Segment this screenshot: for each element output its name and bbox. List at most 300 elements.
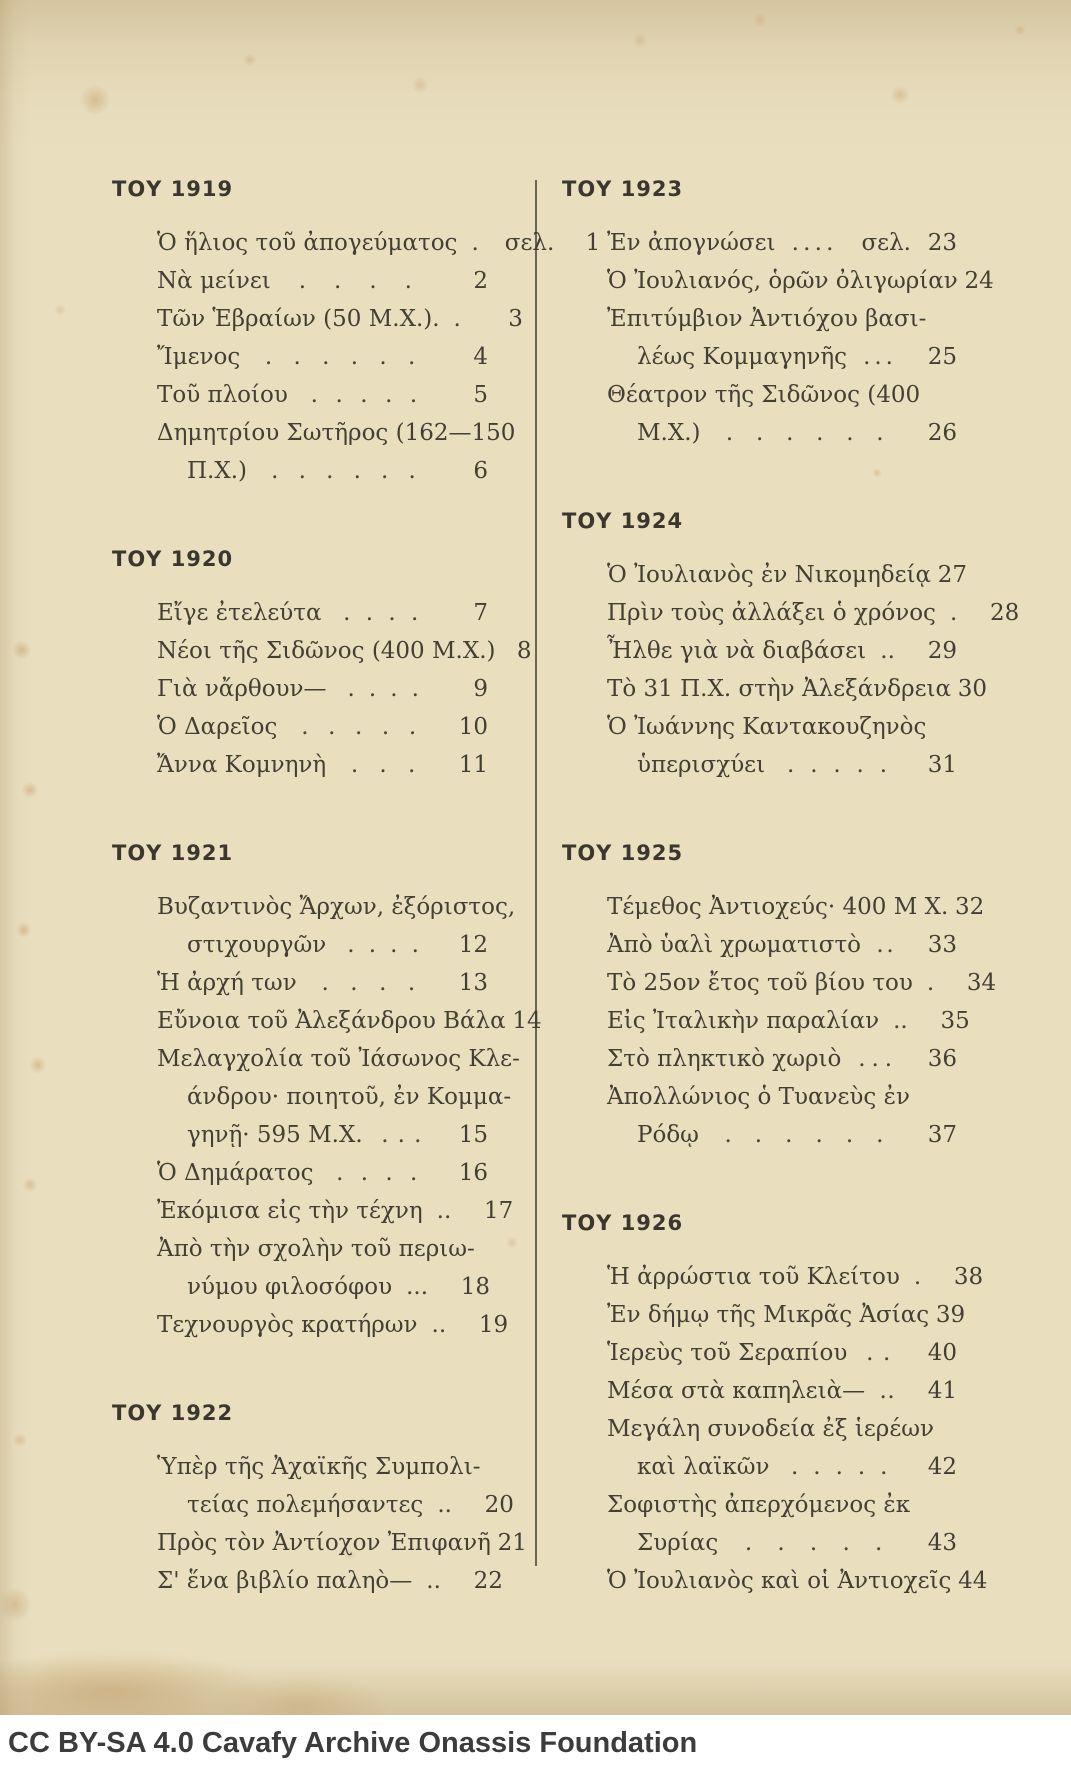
leader-dot: . (879, 1378, 887, 1404)
leader-dot: . (876, 932, 884, 958)
section-year-heading: ΤΟΥ 1922 (112, 1401, 234, 1425)
leader-dot: . (343, 600, 351, 626)
leader-dot: . (874, 344, 882, 370)
page-number: 17 (483, 1198, 514, 1224)
page-number: 35 (940, 1008, 970, 1034)
page-number: 22 (473, 1568, 503, 1594)
page-number: 27 (937, 562, 968, 588)
section-year-heading: ΤΟΥ 1926 (562, 1211, 684, 1235)
leader-dot: . (826, 230, 834, 256)
section-year-heading: ΤΟΥ 1921 (112, 841, 234, 865)
entry-title-line: τείας πολεμήσαντες (187, 1492, 424, 1518)
leader-dot: . (407, 344, 416, 370)
leader-dot: . (876, 1122, 884, 1148)
toc-section (562, 840, 997, 1154)
toc-entry (562, 1486, 957, 1562)
toc-entry (112, 1040, 520, 1154)
section-year-heading: ΤΟΥ 1924 (562, 509, 684, 533)
entry-title-line: Ἡ ἀρχή των (157, 970, 297, 996)
column-divider-rule (535, 180, 537, 1566)
entry-title-line: Εἴγε ἐτελεύτα (157, 600, 322, 626)
leader-dot: . (350, 752, 359, 778)
leader-dot: . (406, 1274, 414, 1300)
entry-title-line: Τὸ 25ον ἔτος τοῦ βίου του (607, 970, 913, 996)
toc-entry (562, 1002, 970, 1040)
leader-dots (271, 262, 452, 300)
page-number: 8 (516, 638, 532, 664)
entry-title-line: Σ' ἕνα βιβλίο παληὸ— (157, 1568, 413, 1594)
page-number: 33 (927, 932, 957, 958)
license-attribution-text: CC BY-SA 4.0 Cavafy Archive Onassis Foundation (8, 1726, 698, 1759)
leader-dot: . (379, 970, 387, 996)
entry-title-line: Συρίας (637, 1530, 719, 1556)
entry-title-line: καὶ λαϊκῶν (637, 1454, 770, 1480)
leader-dot: . (293, 344, 301, 370)
page-number: 20 (484, 1492, 514, 1518)
leader-dot: . (436, 1198, 444, 1224)
entry-title-line: Ἀπὸ ὑαλὶ χρωματιστὸ (607, 932, 862, 958)
leader-dots (847, 338, 921, 376)
entry-title-line: άνδρου· ποιητοῦ, ἐν Κομμα- (187, 1084, 512, 1110)
leader-dot: . (335, 382, 343, 408)
entry-title-line: Μελαγχολία τοῦ Ἰάσωνος Κλε- (157, 1046, 520, 1072)
leader-dot: . (413, 1274, 421, 1300)
leader-dot: . (385, 382, 393, 408)
leader-dot: . (886, 932, 894, 958)
entry-title-line: Ὁ Δημάρατος (157, 1160, 314, 1186)
leader-dots (327, 670, 452, 708)
page-number: 28 (989, 600, 1020, 626)
page-number: 1 (585, 230, 601, 256)
entry-title-line: Νὰ μείνει (157, 268, 271, 294)
leader-dot: . (381, 1122, 389, 1148)
leader-dot: . (408, 458, 416, 484)
entry-title-line: Τῶν Ἑβραίων (50 Μ.Χ.). (157, 306, 440, 332)
entry-title-line: Ὁ Ἰουλιανὸς καὶ οἱ Ἀντιοχεῖς (607, 1568, 952, 1594)
leader-dot: . (887, 638, 895, 664)
page-number: 13 (458, 970, 488, 996)
page-number: 16 (458, 1160, 488, 1186)
leader-dots (423, 1192, 478, 1230)
leader-dot: . (353, 458, 361, 484)
leader-dots (326, 926, 452, 964)
toc-entry (562, 888, 985, 926)
page-number: 4 (473, 344, 488, 370)
entry-title-line: Νέοι τῆς Σιδῶνος (400 Μ.Χ.) (157, 638, 496, 664)
toc-entry (562, 1296, 966, 1334)
leader-dot: . (791, 230, 799, 256)
leader-dot: . (444, 1492, 452, 1518)
toc-entry (112, 1192, 514, 1230)
leader-dots (913, 964, 960, 1002)
toc-entry (562, 632, 957, 670)
leader-dots (879, 1002, 934, 1040)
leader-dot: . (777, 1530, 785, 1556)
page-number: 11 (458, 752, 488, 778)
page-number: 42 (927, 1454, 957, 1480)
entry-title-line: Θέατρον τῆς Σιδῶνος (400 (607, 382, 921, 408)
page-number: 30 (957, 676, 988, 702)
leader-dot: . (409, 1160, 418, 1186)
page-abbrev-sel: σελ. (504, 230, 555, 256)
page-number: 23 (927, 230, 957, 256)
leader-dot: . (443, 1198, 452, 1224)
leader-dots (847, 1334, 921, 1372)
leader-dots (277, 708, 452, 746)
toc-entry (562, 1258, 984, 1296)
leader-dots (322, 594, 453, 632)
leader-dot: . (431, 1312, 439, 1338)
entry-title-line: Ὁ Δαρεῖος (157, 714, 278, 740)
leader-dot: . (754, 1122, 763, 1148)
leader-dot: . (390, 676, 398, 702)
leader-dot: . (379, 752, 387, 778)
leader-dot: . (835, 1454, 843, 1480)
page-number: 19 (478, 1312, 509, 1338)
leader-dot: . (893, 1008, 901, 1034)
toc-entry (112, 1562, 503, 1600)
toc-entry (112, 746, 488, 784)
leader-dot: . (321, 970, 329, 996)
leader-dot: . (755, 420, 764, 446)
page-number: 32 (955, 894, 985, 920)
section-year-heading: ΤΟΥ 1919 (112, 177, 234, 201)
page-number: 44 (958, 1568, 988, 1594)
toc-entry (112, 300, 523, 338)
leader-dot: . (334, 268, 342, 294)
entry-title-line: Ἐκόμισα εἰς τὴν τέχνη (157, 1198, 423, 1224)
entry-title-line: Ἐπιτύμβιον Ἀντιόχου βασι- (607, 306, 927, 332)
leader-dots (765, 746, 921, 784)
leader-dot: . (884, 1046, 893, 1072)
leader-dot: . (336, 1160, 344, 1186)
page-number: 12 (458, 932, 488, 958)
page-abbrev-sel: σελ. (861, 230, 911, 256)
toc-entry (562, 1410, 957, 1486)
entry-title-line: Δημητρίου Σωτῆρος (162—150 (157, 420, 516, 446)
page-number: 40 (927, 1340, 957, 1366)
page-number: 9 (473, 676, 488, 702)
leader-dot: . (724, 1122, 732, 1148)
leader-dot: . (381, 714, 390, 740)
toc-entry (562, 1040, 957, 1078)
toc-entry (112, 632, 532, 670)
entry-title-line: Ἀπολλώνιος ὁ Τυανεὺς ἐν (607, 1084, 910, 1110)
leader-dot: . (815, 1122, 823, 1148)
leader-dot: . (360, 382, 368, 408)
leader-dot: . (350, 970, 358, 996)
leader-dot: . (857, 1454, 866, 1480)
page-number: 25 (927, 344, 957, 370)
leader-dot: . (408, 714, 417, 740)
entry-title-line: Γιὰ νἄρθουν— (157, 676, 327, 702)
leader-dot: . (326, 458, 334, 484)
leader-dots (841, 1040, 921, 1078)
entry-title-line: Εἰς Ἰταλικὴν παραλίαν (607, 1008, 880, 1034)
toc-entry (112, 964, 488, 1002)
entry-title-line: Ἦλθε γιὰ νὰ διαβάσει (607, 638, 867, 664)
attribution-bar (0, 1715, 1071, 1771)
leader-dot: . (866, 1340, 874, 1366)
toc-section (562, 176, 994, 452)
entry-title-line: Ὁ Ἰουλιανὸς ἐν Νικομηδείᾳ (607, 562, 932, 588)
leader-dot: . (875, 1530, 883, 1556)
toc-entry (562, 300, 957, 376)
page-number: 29 (927, 638, 957, 664)
leader-dots (412, 1562, 467, 1600)
leader-dot: . (301, 714, 309, 740)
leader-dots (418, 1306, 473, 1344)
page-number: 7 (473, 600, 488, 626)
page-number: 3 (508, 306, 523, 332)
leader-dots (718, 1524, 921, 1562)
entry-title-line: στιχουργῶν (187, 932, 327, 958)
page-number: 14 (512, 1008, 542, 1034)
toc-entry (112, 224, 601, 262)
leader-dots (701, 414, 921, 452)
leader-dot: . (856, 752, 864, 778)
leader-dot: . (438, 1312, 447, 1338)
leader-dot: . (858, 1046, 866, 1072)
toc-section (112, 840, 542, 1344)
leader-dot: . (347, 932, 355, 958)
toc-column-left (112, 176, 601, 1656)
entry-title-line: Τεχνουργὸς κρατήρων (157, 1312, 418, 1338)
leader-dots (313, 1154, 452, 1192)
leader-dot: . (809, 1530, 818, 1556)
entry-title-line: Μεγάλη συνοδεία ἐξ ἱερέων (607, 1416, 934, 1442)
entry-title-line: Σοφιστὴς ἀπερχόμενος ἐκ (607, 1492, 911, 1518)
entry-title-line: Μέσα στὰ καπηλειὰ— (607, 1378, 866, 1404)
entry-title-line: Π.Χ.) (187, 458, 248, 484)
leader-dots (865, 1372, 921, 1410)
leader-dot: . (882, 1340, 891, 1366)
toc-entry (112, 414, 516, 490)
entry-title-line: ὑπερισχύει (637, 752, 766, 778)
toc-entry (112, 708, 488, 746)
entry-title-line: Ἴμενος (157, 344, 241, 370)
leader-dot: . (322, 344, 330, 370)
leader-dot: . (360, 1160, 369, 1186)
leader-dot: . (411, 600, 419, 626)
leader-dots (288, 376, 452, 414)
leader-dot: . (871, 1046, 879, 1072)
leader-dot: . (271, 458, 279, 484)
leader-dot: . (879, 752, 888, 778)
leader-dot: . (397, 1122, 405, 1148)
leader-dot: . (913, 1264, 922, 1290)
toc-entry (562, 964, 997, 1002)
toc-entry (112, 1002, 542, 1040)
toc-entry (562, 1562, 988, 1600)
entry-title-line: Πρὶν τοὺς ἀλλάξει ὁ χρόνος (607, 600, 936, 626)
toc-entry (562, 262, 994, 300)
leader-dot: . (368, 932, 377, 958)
leader-dot: . (381, 458, 389, 484)
page-number: 5 (473, 382, 488, 408)
entry-title-line: Τοῦ πλοίου (157, 382, 288, 408)
entry-title-line: λέως Κομμαγηνῆς (637, 344, 848, 370)
leader-dot: . (355, 714, 363, 740)
toc-entry (562, 594, 1020, 632)
toc-entry (562, 1372, 957, 1410)
leader-dot: . (368, 676, 377, 702)
leader-dot: . (790, 1454, 799, 1480)
leader-dots (247, 452, 452, 490)
leader-dots (699, 1116, 921, 1154)
toc-entry (112, 262, 488, 300)
entry-title-line: Ὁ Ἰουλιανός, ὁρῶν ὀλιγωρίαν (607, 268, 958, 294)
entry-title-line: νύμου φιλοσόφου (187, 1274, 393, 1300)
leader-dot: . (388, 600, 396, 626)
leader-dots (297, 964, 452, 1002)
section-year-heading: ΤΟΥ 1920 (112, 547, 234, 571)
page-number: 2 (473, 268, 488, 294)
leader-dot: . (437, 1492, 445, 1518)
toc-entry (562, 1078, 957, 1154)
leader-dot: . (420, 1274, 429, 1300)
toc-section (112, 176, 601, 490)
leader-dot: . (814, 230, 822, 256)
entry-title-line: Ρόδῳ (637, 1122, 699, 1148)
toc-entry (562, 556, 968, 594)
toc-entry (562, 1334, 957, 1372)
toc-entry (562, 926, 957, 964)
page-number: 18 (460, 1274, 491, 1300)
leader-dots (440, 300, 487, 338)
leader-dot: . (926, 970, 935, 996)
page-number: 37 (927, 1122, 957, 1148)
toc-entry (112, 1154, 488, 1192)
leader-dot: . (845, 1122, 854, 1148)
leader-dot: . (350, 344, 359, 370)
entry-title-line: Ὑπὲρ τῆς Ἀχαϊκῆς Συμπολι- (157, 1454, 481, 1480)
leader-dot: . (433, 1568, 441, 1594)
leader-dot: . (404, 268, 412, 294)
entry-title-line: Ἐν ἀπογνώσει (607, 230, 776, 256)
page-number: 15 (458, 1122, 488, 1148)
section-year-heading: ΤΟΥ 1923 (562, 177, 684, 201)
page-number: 26 (927, 420, 957, 446)
entry-title-line: Τὸ 31 Π.Χ. στὴν Ἀλεξάνδρεια (607, 676, 952, 702)
leader-dot: . (810, 752, 818, 778)
entry-title-line: Ὁ Ἰωάννης Καντακουζηνὸς (607, 714, 927, 740)
toc-entry (112, 376, 488, 414)
entry-title-line: Στὸ πληκτικὸ χωριὸ (607, 1046, 842, 1072)
entry-title-line: Ἐν δήμῳ τῆς Μικρᾶς Ἀσίας (607, 1302, 930, 1328)
toc-entry (112, 670, 488, 708)
leader-dot: . (885, 344, 893, 370)
toc-entry (112, 1230, 491, 1306)
leader-dot: . (787, 752, 795, 778)
leader-dot: . (786, 420, 794, 446)
page-number: 36 (927, 1046, 957, 1072)
leader-dot: . (471, 230, 479, 256)
entry-title-line: Τέμεθος Ἀντιοχεύς· 400 Μ Χ. (607, 894, 949, 920)
leader-dot: . (453, 306, 461, 332)
toc-entry (112, 888, 516, 964)
leader-dot: . (328, 714, 336, 740)
toc-section (112, 546, 532, 784)
leader-dot: . (298, 268, 307, 294)
leader-dots (866, 632, 921, 670)
toc-entry (562, 670, 988, 708)
page-number: 10 (458, 714, 488, 740)
leader-dot: . (949, 600, 958, 626)
leader-dots (392, 1268, 454, 1306)
entry-title-line: Πρὸς τὸν Ἀντίοχον Ἐπιφανῆ (157, 1530, 491, 1556)
leader-dots (240, 338, 452, 376)
page-number: 41 (927, 1378, 957, 1404)
leader-dot: . (744, 1530, 753, 1556)
leader-dot: . (264, 344, 273, 370)
leader-dot: . (880, 1454, 888, 1480)
leader-dot: . (880, 638, 888, 664)
leader-dot: . (408, 752, 416, 778)
page-number: 31 (927, 752, 957, 778)
leader-dot: . (846, 420, 854, 446)
entry-title-line: Ἀπὸ τὴν σχολὴν τοῦ περιω- (157, 1236, 475, 1262)
leader-dot: . (876, 420, 884, 446)
leader-dot: . (842, 1530, 850, 1556)
leader-dot: . (411, 676, 419, 702)
toc-entry (562, 708, 957, 784)
toc-entry (562, 376, 957, 452)
page-number: 39 (935, 1302, 966, 1328)
toc-entry (112, 1524, 527, 1562)
leader-dot: . (426, 1568, 434, 1594)
leader-dots (363, 1116, 452, 1154)
entry-title-line: Ἡ ἀρρώστια τοῦ Κλείτου (607, 1264, 900, 1290)
leader-dots (936, 594, 983, 632)
leader-dot: . (833, 752, 841, 778)
leader-dot: . (863, 344, 871, 370)
entry-title-line: Ἄννα Κομνηνὴ (157, 752, 327, 778)
leader-dot: . (385, 1160, 393, 1186)
leader-dot: . (390, 932, 398, 958)
page-number: 6 (473, 458, 488, 484)
entry-title-line: Ὁ ἥλιος τοῦ ἀπογεύματος (157, 230, 458, 256)
toc-entry (112, 594, 488, 632)
section-year-heading: ΤΟΥ 1925 (562, 841, 684, 865)
toc-entry (112, 338, 488, 376)
leader-dot: . (813, 1454, 821, 1480)
page-number: 24 (964, 268, 994, 294)
toc-section (562, 1210, 988, 1600)
leader-dot: . (816, 420, 824, 446)
entry-title-line: γηνῇ· 595 Μ.Χ. (187, 1122, 363, 1148)
toc-section (562, 508, 1020, 784)
toc-section (112, 1400, 527, 1600)
leader-dot: . (409, 382, 418, 408)
leader-dot: . (379, 344, 387, 370)
leader-dot: . (785, 1122, 793, 1148)
leader-dot: . (298, 458, 306, 484)
leader-dots (326, 746, 452, 784)
leader-dots (861, 926, 921, 964)
entry-title-line: Εὔνοια τοῦ Ἀλεξάνδρου Βάλα (157, 1008, 506, 1034)
page-number: 43 (927, 1530, 957, 1556)
page-number: 38 (953, 1264, 984, 1290)
entry-title-line: Ἱερεὺς τοῦ Σεραπίου (607, 1340, 848, 1366)
toc-entry (112, 1448, 514, 1524)
toc-column-right (562, 176, 1020, 1656)
entry-title-line: Βυζαντινὸς Ἄρχων, ἐξόριστος, (157, 894, 516, 920)
leader-dot: . (414, 1122, 422, 1148)
leader-dots (457, 224, 504, 262)
leader-dots (900, 1258, 947, 1296)
toc-entry (112, 1306, 509, 1344)
